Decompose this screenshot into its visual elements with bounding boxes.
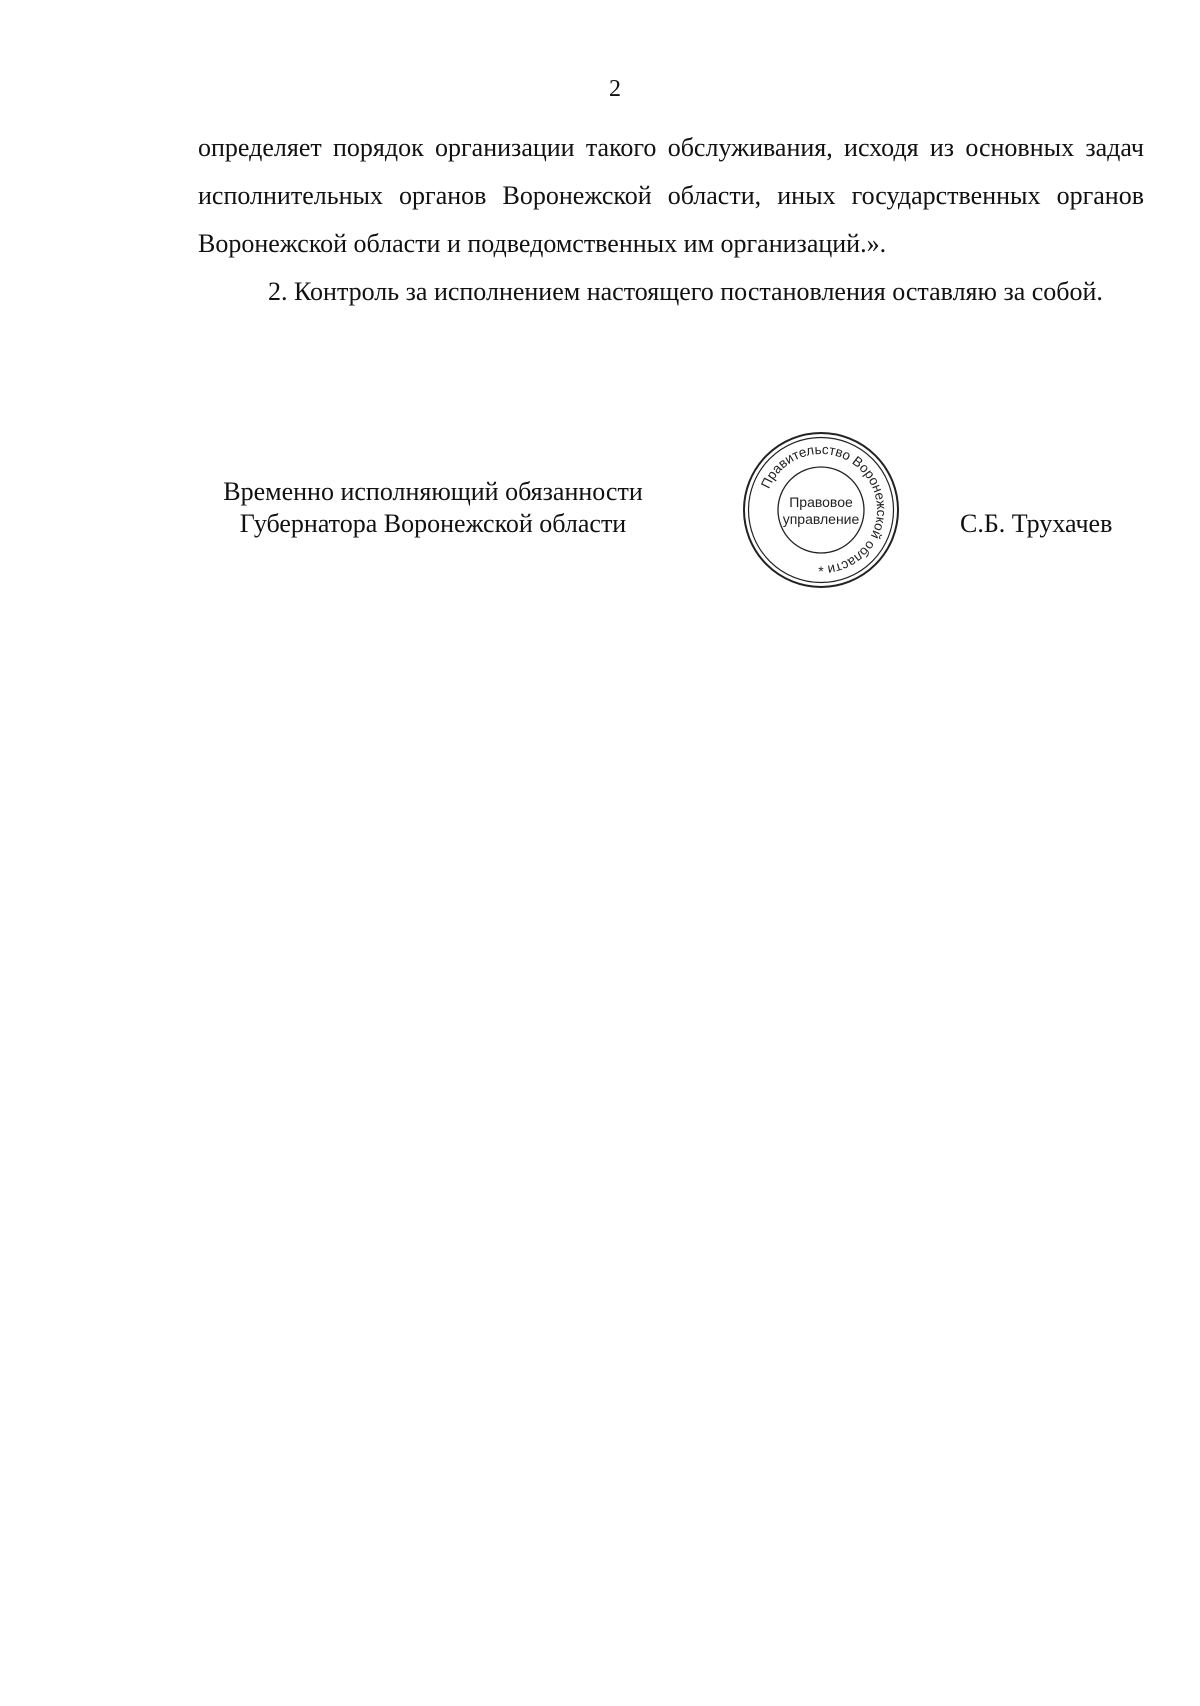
paragraph-control-clause: 2. Контроль за исполнением настоящего постановления оставляю за собой.: [268, 277, 1103, 306]
page-number: 2: [609, 76, 621, 102]
stamp-ring-text: Правительство Воронежской области: [757, 441, 890, 578]
signatory-title: [198, 476, 668, 540]
stamp-center-line-1: Правовое: [789, 494, 853, 510]
stamp-center-line-2: управление: [782, 511, 860, 527]
seal-stamp: [742, 431, 900, 589]
signatory-title-line-1: Временно исполняющий обязанности: [223, 477, 643, 506]
signatory-title-line-2: Губернатора Воронежской области: [239, 509, 627, 538]
paragraph-continuation: определяет порядок организации такого обслуживания, исходя из основных задач исполнительных органов Воронежской области, иных государственных органов Воронежской области и подведомственных им организаций.».: [198, 133, 1144, 258]
stamp-star-icon: *: [818, 563, 824, 579]
stamp-outer-ring-inner: [749, 438, 894, 583]
stamp-inner-ring: [778, 467, 864, 553]
signatory-name: С.Б. Трухачев: [960, 509, 1113, 538]
